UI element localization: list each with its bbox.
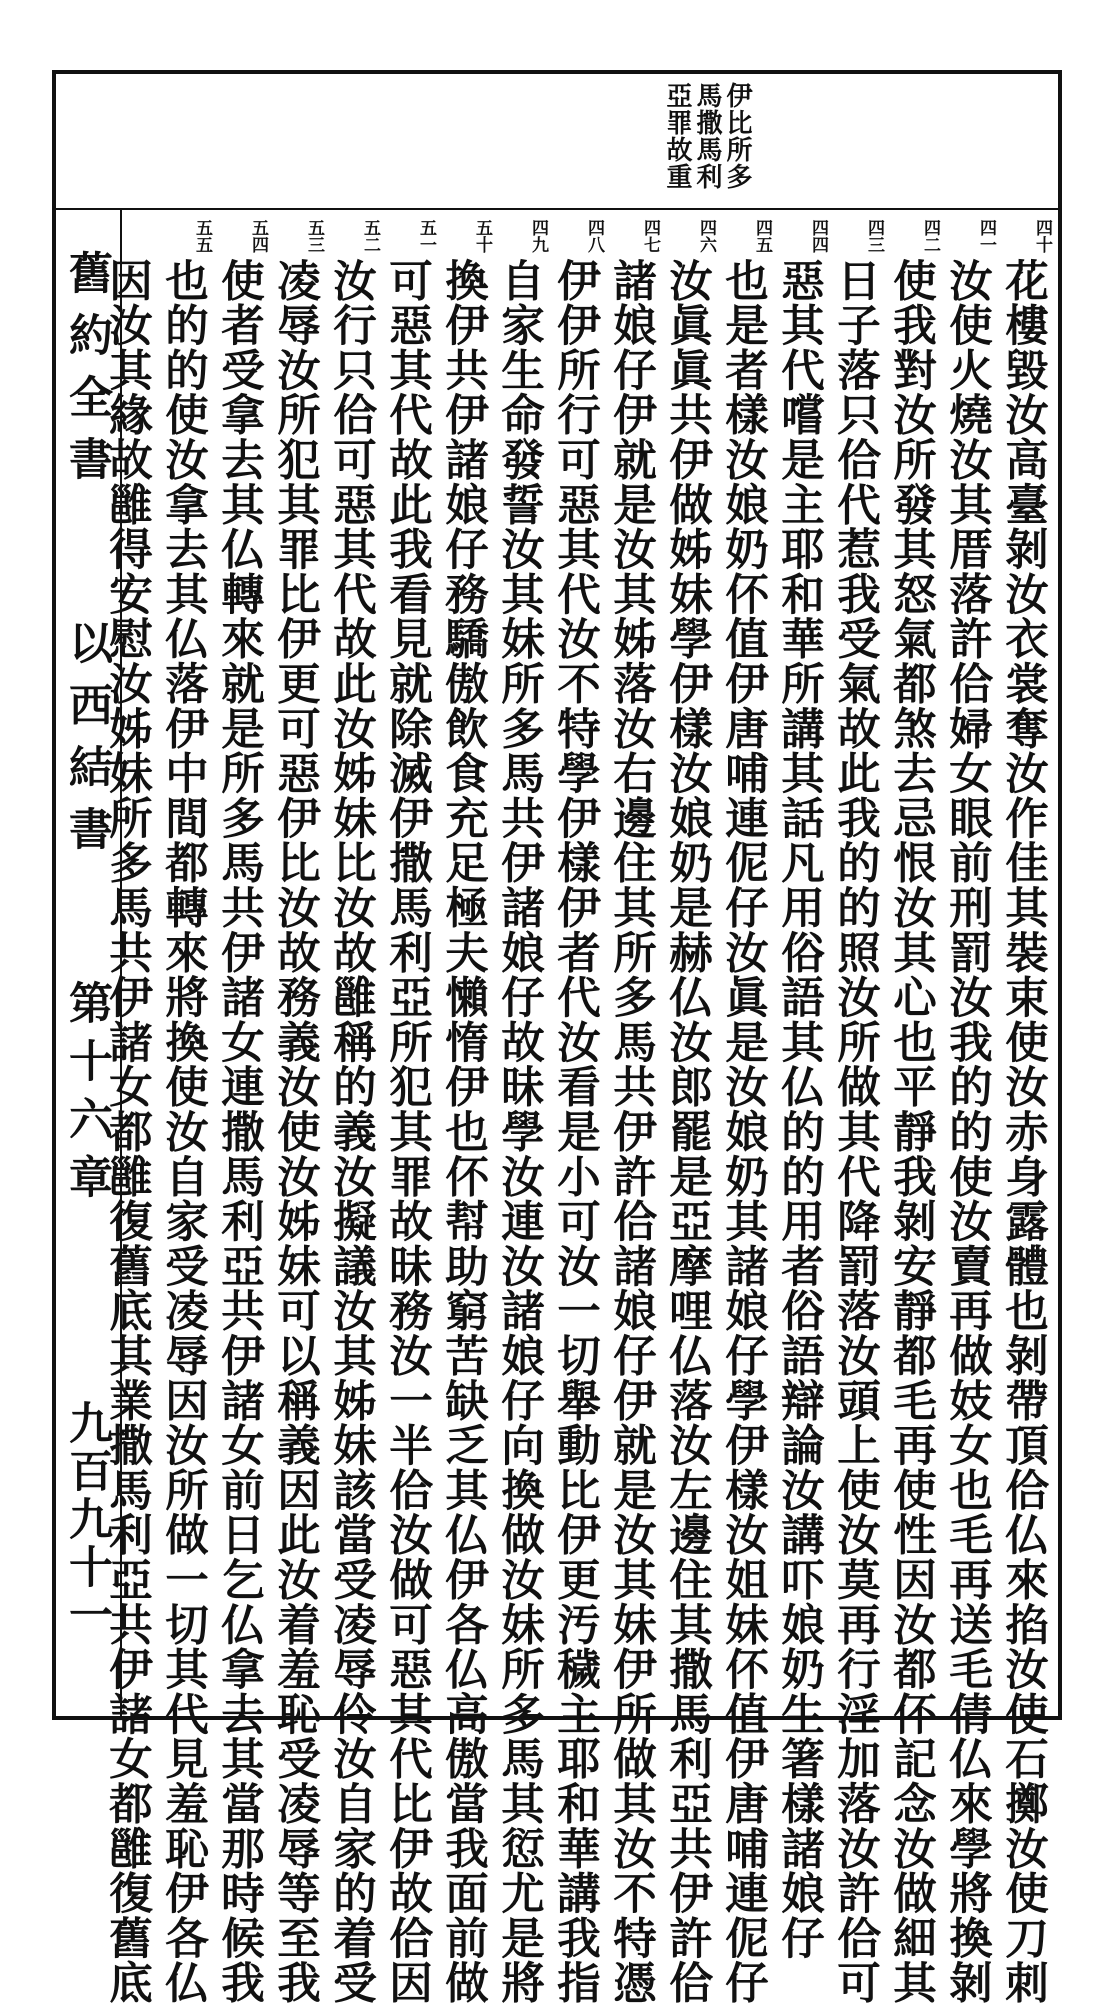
verse-number: 五四 [248, 219, 268, 253]
text-line: 可惡其代故此我看見就除滅伊撒馬利亞所犯其罪故昧務汝一半佮汝做可惡其代比伊故佮因 [382, 258, 433, 2005]
verse-number: 四十 [1032, 219, 1052, 253]
margin-note [663, 82, 751, 202]
text-column [995, 258, 1051, 2005]
text-column [211, 258, 267, 2005]
verse-number: 四七 [640, 219, 660, 253]
text-column [379, 258, 435, 2005]
text-column [603, 258, 659, 2005]
verse-number: 四六 [696, 219, 716, 253]
chapter-title: 第十六章 [61, 980, 112, 1212]
margin-note-line: 亞罪故重 [662, 82, 692, 190]
verse-number: 五三 [304, 219, 324, 253]
section-title: 以西結書 [61, 620, 112, 868]
text-line: 也的的使汝拿去其仏落伊中間都轉來將換使汝自家受凌辱因汝所做一切其代見羞恥伊各仏 [158, 258, 209, 2005]
text-line: 汝行只佮可惡其代故此汝姊妹比汝故雝稱的義汝擬議汝其姊妹該當受凌辱伶汝自家的着受 [326, 258, 377, 2005]
text-column [491, 258, 547, 2005]
verse-number-row [125, 212, 1051, 260]
text-column [323, 258, 379, 2005]
text-line: 日子落只佮代惹我受氣故此我的的照汝所做其代降罰落汝頭上使汝莫再行淫加落汝許佮可 [830, 258, 881, 2005]
header-band [52, 70, 1062, 210]
verse-number: 四三 [864, 219, 884, 253]
text-line: 伊伊所行可惡其代汝不特學伊樣伊者代汝看是小可汝一切舉動比伊更汚穢主耶和華講我指 [550, 258, 601, 2005]
text-column [267, 258, 323, 2005]
book-title: 舊約全書 [61, 250, 112, 498]
verse-number: 四八 [584, 219, 604, 253]
page-number: 九百九十一 [61, 1400, 112, 1640]
text-line: 使者受拿去其仏轉來就是所多馬共伊諸女連撒馬利亞共伊諸女前日乞仏拿去其當那時候我 [214, 258, 265, 2005]
text-column [827, 258, 883, 2005]
margin-note-line: 馬撒馬利 [692, 82, 722, 190]
text-column [99, 258, 155, 2005]
text-line: 換伊共伊諸娘仔務驕傲飲食充足極夫懶惰伊也伓幇助窮苦缺乏其仏伊各仏高傲當我面前做 [438, 258, 489, 2005]
text-line: 花樓毀汝高臺剝汝衣裳奪汝作佳其裝束使汝赤身露體也剝帶頂佮仏來掐汝使石擲汝使刀刺 [998, 258, 1049, 2005]
verse-number: 五一 [416, 219, 436, 253]
text-column [155, 258, 211, 2005]
text-line: 汝使火燒汝其厝落許佮婦女眼前刑罰汝我的的使汝賣再做妓女也毛再送毛倩仏來學將換剝 [942, 258, 993, 2005]
text-column [659, 258, 715, 2005]
text-line: 自家生命發誓汝其妹所多馬共伊諸娘仔故昧學汝連汝諸娘仔向換做汝妹所多馬其愆尤是將 [494, 258, 545, 2005]
body-text [102, 258, 1051, 2005]
text-column [771, 258, 827, 1961]
text-line: 諸娘仔伊就是汝其姊落汝右邊住其所多馬共伊許佮諸娘仔伊就是汝其妹伊所做其汝不特憑 [606, 258, 657, 2005]
verse-number: 四四 [808, 219, 828, 253]
verse-number: 四一 [976, 219, 996, 253]
text-column [715, 258, 771, 2005]
verse-number: 五五 [192, 219, 212, 253]
text-column [883, 258, 939, 2005]
text-column [435, 258, 491, 2005]
text-line: 凌辱汝所犯其罪比伊更可惡伊比汝故務義汝使汝姊妹可以稱義因此汝着羞恥受凌辱等至我 [270, 258, 321, 2005]
verse-number: 四九 [528, 219, 548, 253]
text-column [939, 258, 995, 2005]
verse-number: 五二 [360, 219, 380, 253]
verse-number: 五十 [472, 219, 492, 253]
verse-number: 四二 [920, 219, 940, 253]
text-line: 惡其代嚐是主耶和華所講其話凡用俗語其仏的的用者俗語辯論汝講吓娘奶生箸樣諸娘仔 [774, 258, 825, 1961]
text-column [547, 258, 603, 2005]
text-line: 也是者樣汝娘奶伓值伊唐哺連伲仔汝眞是汝娘奶其諸娘仔學伊樣汝姐妹伓值伊唐哺連伲仔 [718, 258, 769, 2005]
text-line: 使我對汝所發其怒氣都煞去忌恨汝其心也平靜我剝安靜都毛再使性因汝都伓記念汝做細其 [886, 258, 937, 2005]
margin-note-line: 伊比所多 [722, 82, 752, 190]
text-line: 汝眞眞共伊做姊妹學伊樣汝娘奶是赫仏汝郎罷是亞摩哩仏落汝左邊住其撒馬利亞共伊許佮 [662, 258, 713, 2005]
verse-number: 四五 [752, 219, 772, 253]
text-line: 因汝其緣故雝得安慰汝姊妹所多馬共伊諸女都雝復舊底其業撒馬利亞共伊諸女都雝復舊底 [102, 258, 153, 2005]
